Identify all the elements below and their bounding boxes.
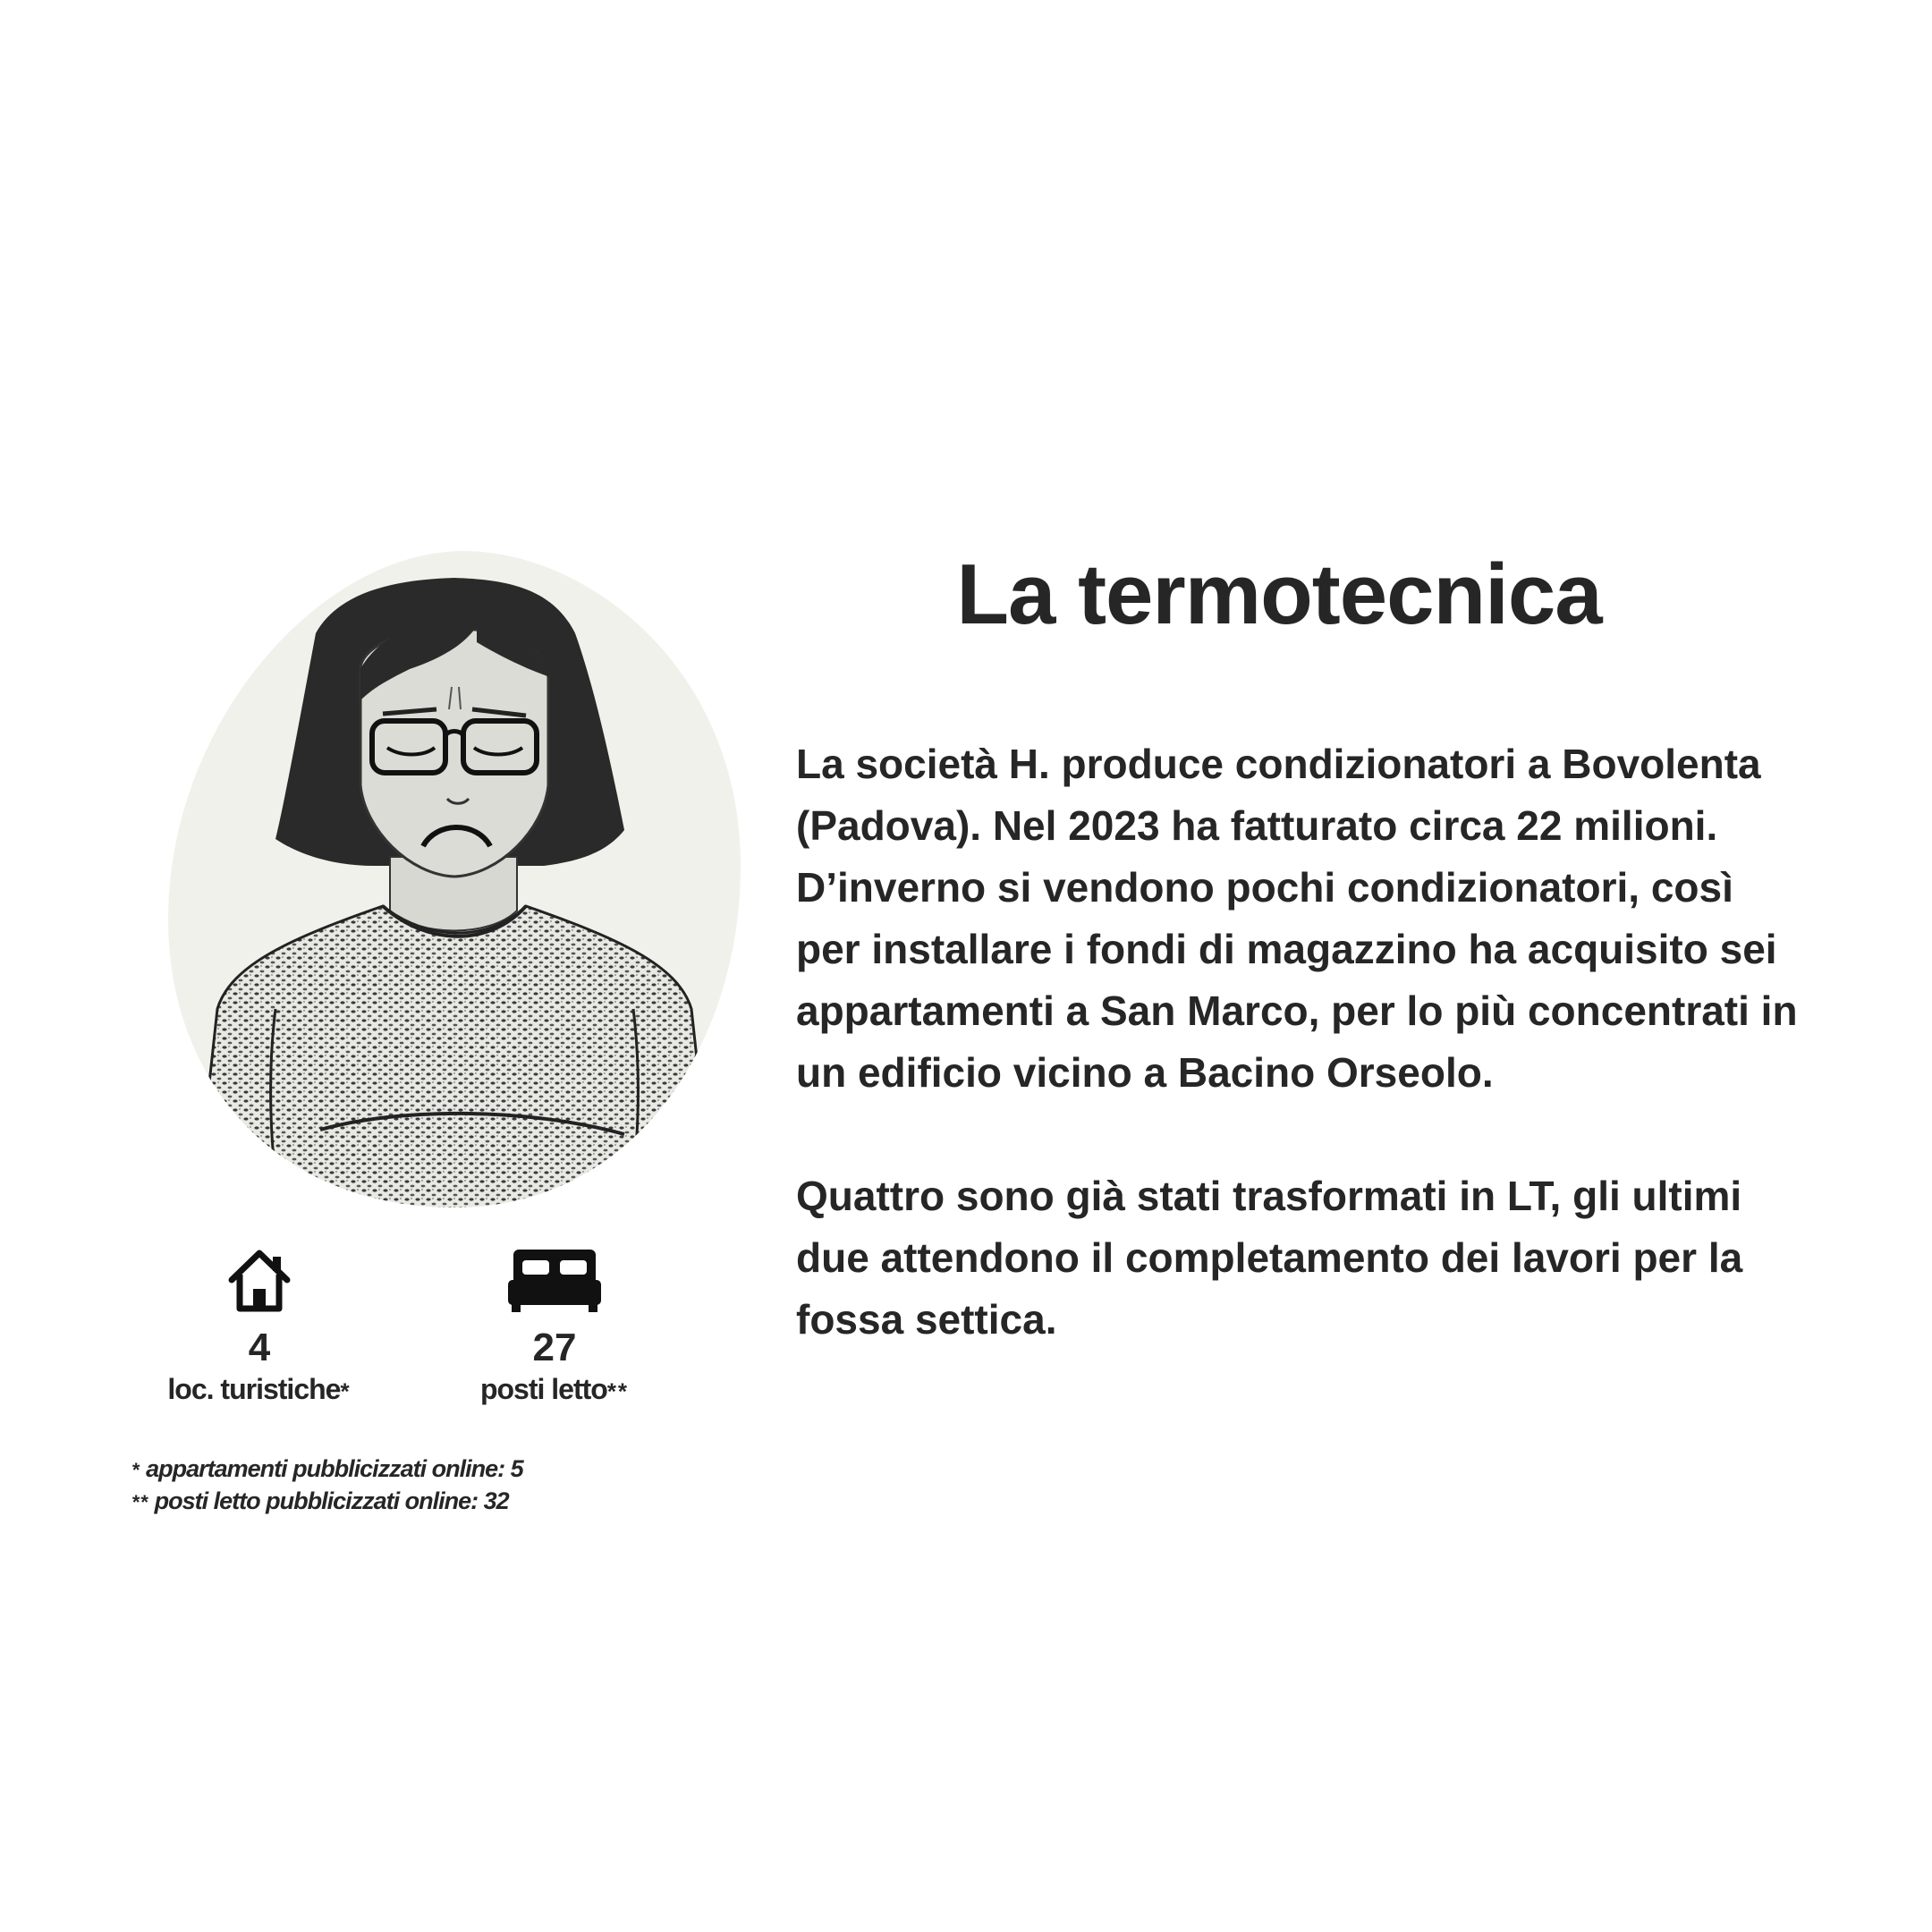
stat-value: 4 bbox=[248, 1326, 271, 1369]
footnote: ** posti letto pubblicizzati online: 32 bbox=[131, 1487, 509, 1514]
page-title: La termotecnica bbox=[956, 547, 1602, 642]
bed-icon bbox=[508, 1248, 601, 1312]
paragraph: La società H. produce condizionatori a Bovolenta (Padova). Nel 2023 ha fatturato circa 22 milioni. D’inverno si vendono pochi condizionatori, così per installare i fondi di magazzino ha acquisito sei appartamenti a San Marco, per lo più concentrati in un edificio vicino a Bacino Orseolo. bbox=[796, 741, 1798, 1096]
footnotes bbox=[131, 1453, 523, 1518]
stat-tourist-rentals bbox=[143, 1248, 376, 1410]
description bbox=[796, 733, 1807, 1412]
paragraph: Quattro sono già stati trasformati in LT, gli ultimi due attendono il completamento dei lavori per la fossa settica. bbox=[796, 1173, 1743, 1343]
footnote: * appartamenti pubblicizzati online: 5 bbox=[131, 1455, 523, 1482]
stat-label: posti letto** bbox=[479, 1373, 630, 1405]
stat-beds bbox=[443, 1248, 666, 1410]
stat-value: 27 bbox=[532, 1326, 577, 1369]
stat-label: loc. turistiche* bbox=[167, 1373, 352, 1405]
house-icon bbox=[226, 1248, 292, 1312]
portrait-illustration bbox=[168, 544, 741, 1215]
